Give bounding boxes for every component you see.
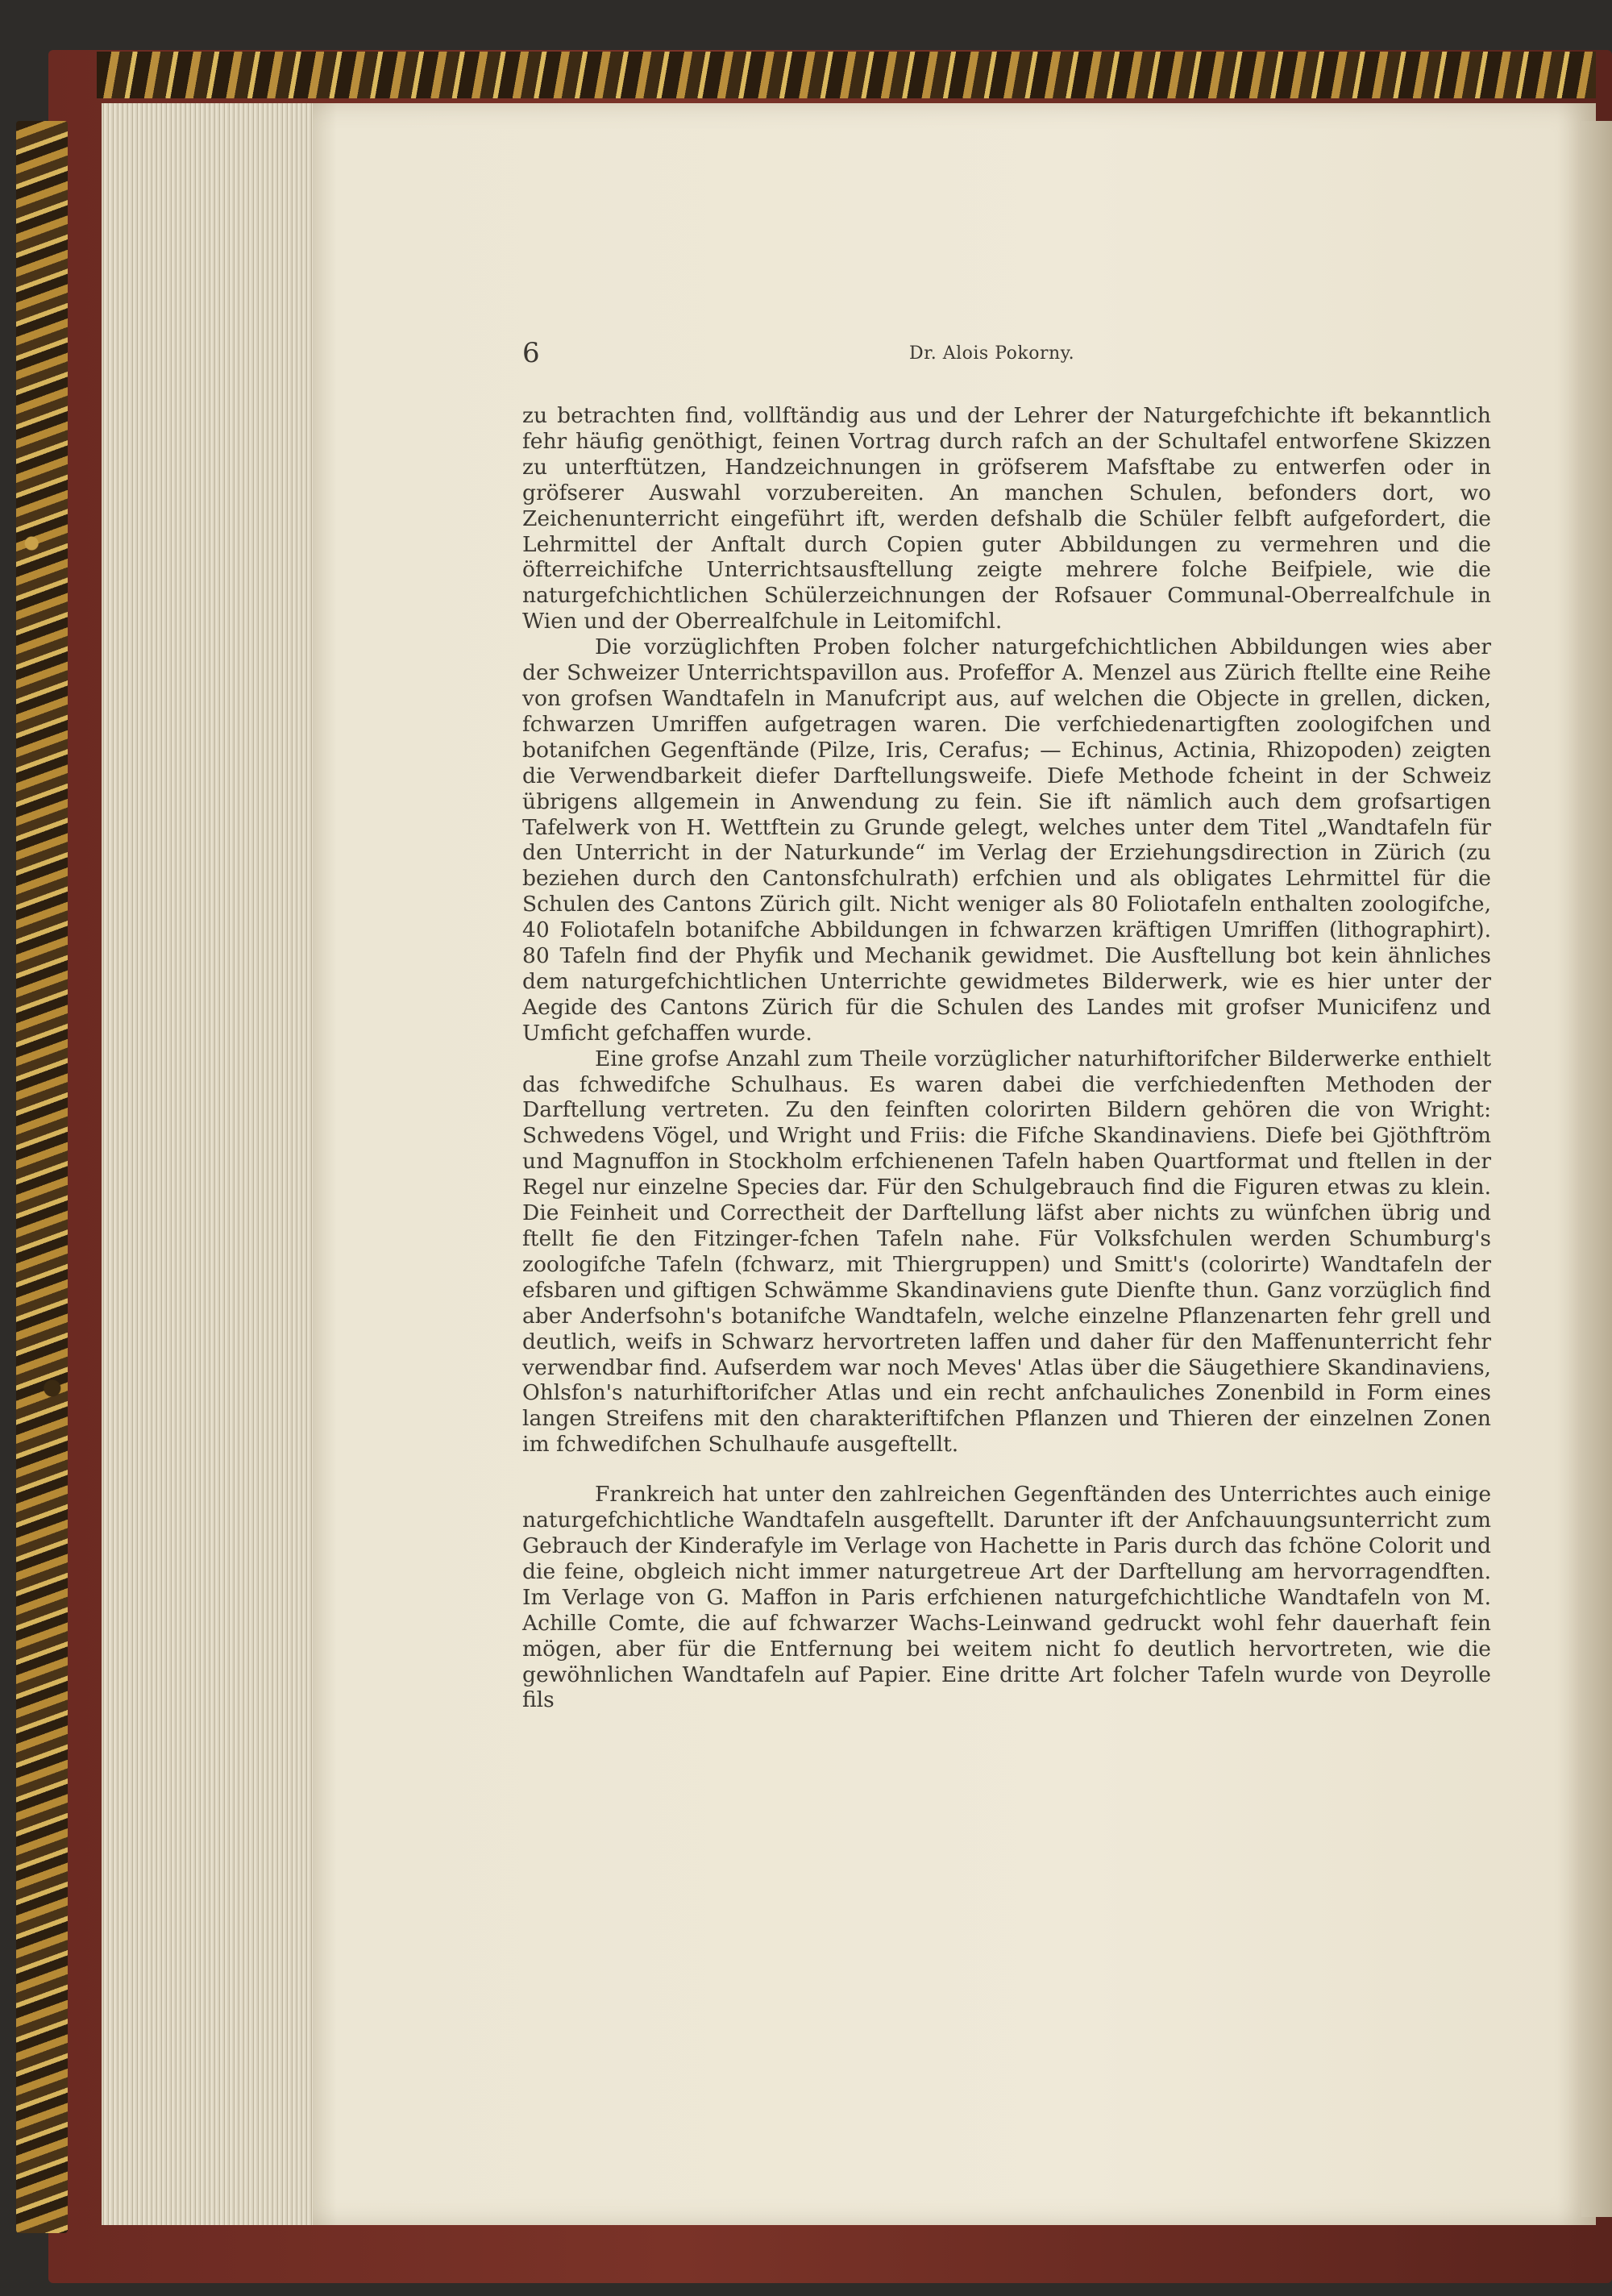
page-edges	[102, 103, 314, 2225]
marbled-edge-left	[16, 121, 68, 2233]
running-head: Dr. Alois Pokorny.	[909, 343, 1075, 364]
body-text	[522, 403, 1491, 1713]
paragraph: Die vorzüglichften Proben folcher naturgefchichtlichen Abbildungen wies aber der Schweizer Unterrichtspavillon aus. Profeffor A. Menzel aus Zürich ftellte eine Reihe von grofsen Wandtafeln in Manufcript aus, auf welchen die Objecte in grellen, dicken, fchwarzen Umriffen aufgetragen waren. Die verfchiedenartigften zoologifchen und botanifchen Gegenftände (Pilze, Iris, Cerafus; — Echinus, Actinia, Rhizopoden) zeigten die Verwendbarkeit diefer Darftellungsweife. Diefe Methode fcheint in der Schweiz übrigens allgemein in Anwendung zu fein. Sie ift nämlich auch dem grofsartigen Tafelwerk von H. Wettftein zu Grunde gelegt, welches unter dem Titel „Wandtafeln für den Unterricht in der Naturkunde“ im Verlag der Erziehungsdirection in Zürich (zu beziehen durch den Cantonsfchulrath) erfchien und als obligates Lehrmittel für die Schulen des Cantons Zürich gilt. Nicht weniger als 80 Foliotafeln enthalten zoologifche, 40 Foliotafeln botanifche Abbildungen in fchwarzen kräftigen Umriffen (lithographirt). 80 Tafeln find der Phyfik und Mechanik gewidmet. Die Ausftellung bot kein ähnliches dem naturgefchichtlichen Unterrichte gewidmetes Bilderwerk, wie es hier unter der Aegide des Cantons Zürich für die Schulen des Landes mit grofser Municifenz und Umficht gefchaffen wurde.	[522, 634, 1491, 1046]
paragraph: zu betrachten find, vollftändig aus und der Lehrer der Naturgefchichte ift bekanntlich fehr häufig genöthigt, feinen Vortrag durch rafch an der Schultafel entworfene Skizzen zu unterftützen, Handzeichnungen in gröfserem Mafsftabe zu entwerfen oder in gröfserer Auswahl vorzubereiten. An manchen Schulen, befonders dort, wo Zeichenunterricht eingeführt ift, werden defshalb die Schüler felbft aufgefordert, die Lehrmittel der Anftalt durch Copien guter Abbildungen zu vermehren und die öfterreichifche Unterrichtsausftellung zeigte mehrere folche Beifpiele, wie die naturgefchichtlichen Schülerzeichnungen der Rofsauer Communal-Oberrealfchule in Wien und der Oberrealfchule in Leitomifchl.	[522, 403, 1491, 634]
marbled-edge-top	[97, 52, 1596, 98]
paragraph: Frankreich hat unter den zahlreichen Gegenftänden des Unterrichtes auch einige naturgefchichtliche Wandtafeln ausgeftellt. Darunter ift der Anfchauungsunterricht zum Gebrauch der Kinderafyle im Verlage von Hachette in Paris durch das fchöne Colorit und die feine, obgleich nicht immer naturgetreue Art der Darftellung am hervorragendften. Im Verlage von G. Maffon in Paris erfchienen naturgefchichtliche Wandtafeln von M. Achille Comte, die auf fchwarzer Wachs-Leinwand gedruckt wohl fehr dauerhaft fein mögen, aber für die Entfernung bei weitem nicht fo deutlich hervortreten, wie die gewöhnlichen Wandtafeln auf Papier. Eine dritte Art folcher Tafeln wurde von Deyrolle fils	[522, 1482, 1491, 1713]
page-header	[522, 337, 1491, 369]
facing-page-edge	[1581, 121, 1612, 2217]
page-number: 6	[522, 337, 540, 369]
paragraph: Eine grofse Anzahl zum Theile vorzüglicher naturhiftorifcher Bilderwerke enthielt das fchwedifche Schulhaus. Es waren dabei die verfchiedenften Methoden der Darftellung vertreten. Zu den feinften colorirten Bildern gehören die von Wright: Schwedens Vögel, und Wright und Friis: die Fifche Skandinaviens. Diefe bei Gjöthftröm und Magnuffon in Stockholm erfchienenen Tafeln haben Quartformat und ftellen in der Regel nur einzelne Species dar. Für den Schulgebrauch find die Figuren etwas zu klein. Die Feinheit und Correctheit der Darftellung läfst aber nichts zu wünfchen übrig und ftellt fie den Fitzinger-fchen Tafeln nahe. Für Volksfchulen werden Schumburg's zoologifche Tafeln (fchwarz, mit Thiergruppen) und Smitt's (colorirte) Wandtafeln der efsbaren und giftigen Schwämme Skandinaviens gute Dienfte thun. Ganz vorzüglich find aber Anderfsohn's botanifche Wandtafeln, welche einzelne Pflanzenarten fehr grell und deutlich, weifs in Schwarz hervortreten laffen und daher für den Maffenunterricht fehr verwendbar find. Aufserdem war noch Meves' Atlas über die Säugethiere Skandinaviens, Ohlsfon's naturhiftorifcher Atlas und ein recht anfchauliches Zonenbild in Form eines langen Streifens mit den charakteriftifchen Pflanzen und Thieren der einzelnen Zonen im fchwedifchen Schulhaufe ausgeftellt.	[522, 1046, 1491, 1458]
